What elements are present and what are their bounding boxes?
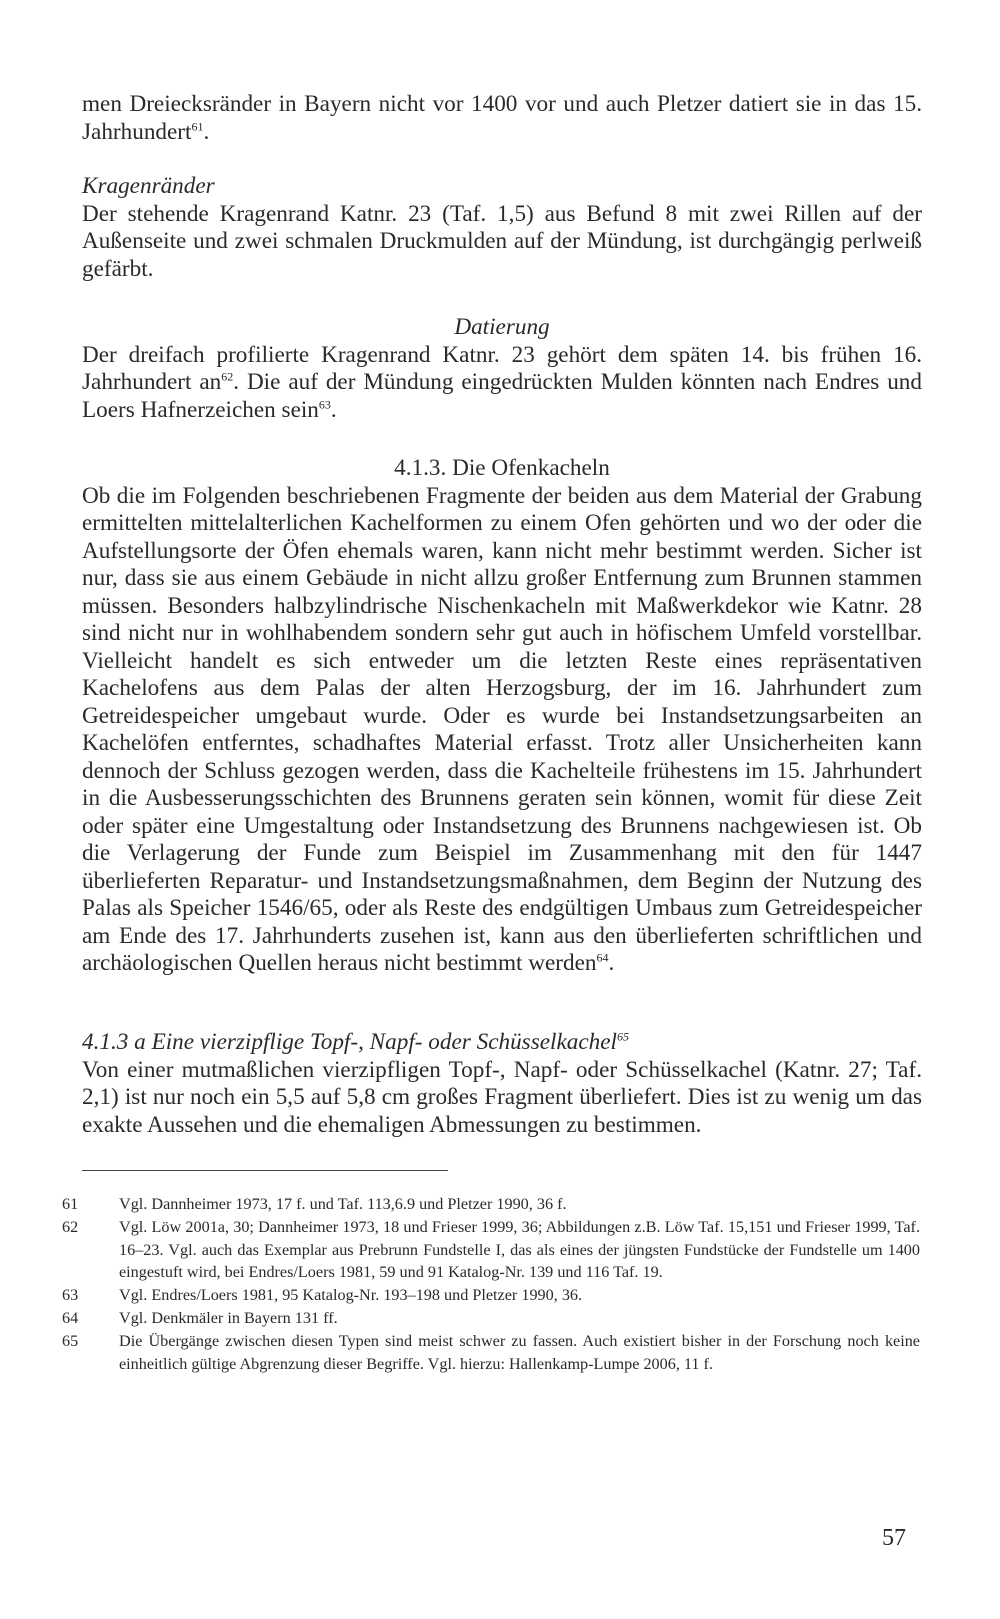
footnote [62, 1330, 920, 1376]
footnote-ref-61[interactable]: 61 [191, 118, 204, 133]
footnote-text: Vgl. Löw 2001a, 30; Dannheimer 1973, 18 und Frieser 1999, 36; Abbildungen z.B. Löw Taf. 15,151 und Frieser 1999, Taf. 16–23. Vgl. auch das Exemplar aus Prebrunn Fundstelle I, das als eines der jüngsten Fundstücke der Fundstelle um 1400 eingestuft wird, bei Endres/Loers 1981, 59 und 91 Katalog-Nr. 139 und 116 Taf. 19. [119, 1217, 920, 1282]
footnote-number: 65 [62, 1331, 79, 1350]
footnote-text: Vgl. Denkmäler in Bayern 131 ff. [119, 1308, 338, 1327]
footnote-number: 61 [62, 1195, 79, 1213]
footnote-ref-64[interactable]: 64 [596, 950, 609, 965]
kragenraender-text: Der stehende Kragenrand Katnr. 23 (Taf. 1,5) aus Befund 8 mit zwei Rillen auf der Außenseite und zwei schmalen Druckmulden auf der Mündung, ist durchgängig perlweiß gefärbt. [82, 200, 922, 282]
intro-paragraph [82, 91, 922, 146]
footnote-text: Vgl. Endres/Loers 1981, 95 Katalog-Nr. 193–198 und Pletzer 1990, 36. [119, 1286, 583, 1305]
ofenkacheln-section [82, 455, 922, 978]
topfkachel-text: Von einer mutmaßlichen vierzipfligen Topf-, Napf- oder Schüsselkachel (Katnr. 27; Taf. 2,1) ist nur noch ein 5,5 auf 5,8 cm großes Fragment überliefert. Dies ist zu wenig um das exakte Aussehen und die ehemaligen Abmessungen zu bestimmen. [82, 1056, 922, 1138]
footnote [62, 1216, 920, 1284]
ofenkacheln-heading: 4.1.3. Die Ofenkacheln [394, 455, 610, 481]
datierung-section [82, 314, 922, 424]
topfkachel-heading: 4.1.3 a Eine vierzipflige Topf-, Napf- oder Schüsselkachel$^{65}$ [82, 1029, 629, 1055]
footnote [62, 1193, 920, 1216]
ofenkacheln-text: Ob die im Folgenden beschriebenen Fragmente der beiden aus dem Material der Grabung ermittelten mittelalterlichen Kachelformen zu einem Ofen gehörten und wo der oder die Aufstellungsorte der Öfen ehemals waren, kann nicht mehr bestimmt werden. Sicher ist nur, dass sie aus einem Gebäude in nicht allzu großer Entfernung zum Brunnen stammen müssen. Besonders halbzylindrische Nischenkacheln mit Maßwerkdekor wie Katnr. 28 sind nicht nur in wohlhabendem sondern sehr gut auch in höfischem Umfeld vorstellbar. Vielleicht handelt es sich entweder um die letzten Reste eines repräsentativen Kachelofens aus dem Palas der alten Herzogsburg, der im 16. Jahrhundert zum Getreidespeicher umgebaut wurde. Oder es wurde bei Instandsetzungsarbeiten an Kachelöfen entferntes, schadhaftes Material erfasst. Trotz aller Unsicherheiten kann dennoch der Schluss gezogen werden, dass die Kachelteile frühestens im 15. Jahrhundert in die Ausbesserungsschichten des Brunnens geraten sein können, womit für diese Zeit oder später eine Umgestaltung oder Instandsetzung des Brunnens nachgewiesen ist. Ob die Verlagerung der Funde zum Beispiel im Zusammenhang mit den für 1447 überlieferten Reparatur- und Instandsetzungsmaßnahmen, dem Beginn der Nutzung des Palas als Speicher 1546/65, oder als Reste des endgültigen Umbaus zum Getreidespeicher am Ende des 17. Jahrhunderts zusehen ist, kann aus den überlieferten schriftlichen und archäologischen Quellen heraus nicht bestimmt werden$^{64}$. [82, 482, 922, 976]
kragenraender-heading: Kragenränder [82, 173, 215, 199]
footnote-ref-63[interactable]: 63 [318, 396, 331, 411]
footnote-ref-65[interactable]: 65 [616, 1029, 629, 1044]
footnote-ref-62[interactable]: 62 [221, 369, 234, 384]
footnote-text: Vgl. Dannheimer 1973, 17 f. und Taf. 113,6.9 und Pletzer 1990, 36 f. [119, 1195, 567, 1213]
datierung-text: Der dreifach profilierte Kragenrand Katnr. 23 gehört dem späten 14. bis frühen 16. Jahrhundert $an^{62}$. Die auf der Mündung eingedrückten Mulden könnten nach Endres und Loers Hafnerzeichen sein$^{63}$. [82, 341, 922, 423]
footnote-number: 62 [62, 1217, 79, 1236]
datierung-heading: Datierung [454, 314, 550, 340]
footnote [62, 1307, 920, 1330]
page-number: 57 [882, 1525, 906, 1551]
intro-text: men Dreiecksränder in Bayern nicht vor 1400 vor und auch Pletzer datiert sie in das 15. Jahrhundert$^{61}$. [82, 91, 922, 145]
footnote-divider [82, 1170, 448, 1171]
footnote [62, 1284, 920, 1307]
footnote-number: 64 [62, 1308, 79, 1327]
footnote-number: 63 [62, 1286, 79, 1305]
kragenraender-section [82, 173, 922, 283]
footnote-text: Die Übergänge zwischen diesen Typen sind meist schwer zu fassen. Auch existiert bisher in der Forschung noch keine einheitlich gültige Abgrenzung dieser Begriffe. Vgl. hierzu: Hallenkamp-Lumpe 2006, 11 f. [119, 1331, 920, 1373]
footnotes [62, 1193, 920, 1375]
topfkachel-section [82, 1029, 922, 1139]
